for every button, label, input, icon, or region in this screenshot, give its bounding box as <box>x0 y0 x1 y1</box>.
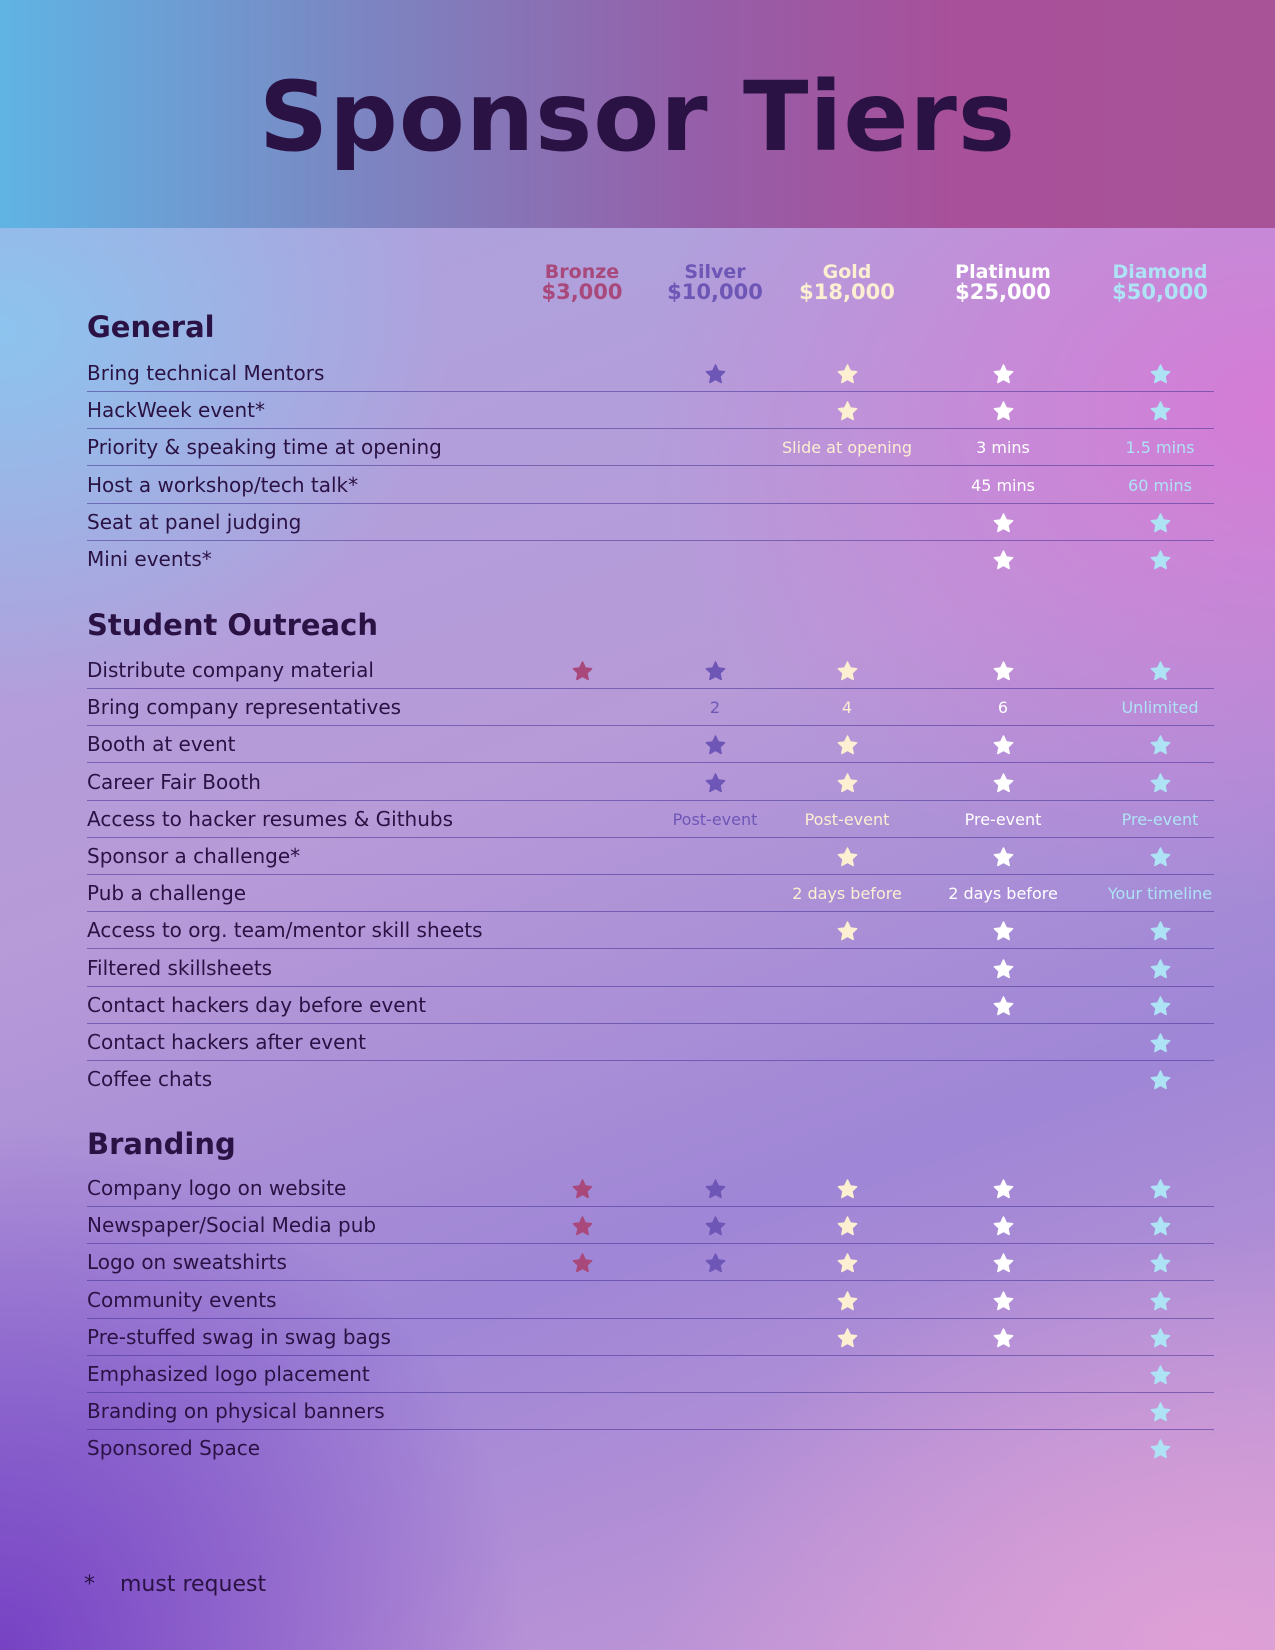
row-label: Contact hackers after event <box>87 1030 366 1054</box>
star-icon <box>1080 510 1240 536</box>
tier-header-bronze <box>507 262 657 302</box>
cell-value: 3 mins <box>976 438 1030 458</box>
row-label: Sponsored Space <box>87 1436 261 1461</box>
table-row <box>87 689 1214 726</box>
table-row <box>87 838 1214 875</box>
table-row <box>87 912 1214 949</box>
star-icon <box>923 732 1083 758</box>
table-row <box>87 504 1214 541</box>
star-icon <box>1080 1067 1240 1093</box>
row-label: Community events <box>87 1287 277 1312</box>
cell-value: Post-event <box>804 809 890 829</box>
table-row <box>87 950 1214 987</box>
row-label: Newspaper/Social Media pub <box>87 1213 377 1238</box>
table-row <box>87 467 1214 504</box>
cell-value: Unlimited <box>1121 698 1199 718</box>
star-icon <box>923 993 1083 1019</box>
star-icon <box>1080 1362 1240 1388</box>
row-label: Pub a challenge <box>87 881 247 906</box>
star-icon <box>1080 844 1240 870</box>
table-row <box>87 355 1214 392</box>
star-icon <box>767 1176 927 1202</box>
star-icon <box>767 398 927 424</box>
row-label: Mini events* <box>87 547 212 571</box>
tier-name: Platinum <box>955 261 1051 283</box>
star-icon <box>923 398 1083 424</box>
star-icon <box>1080 1213 1240 1239</box>
tier-name: Gold <box>822 261 872 283</box>
star-icon <box>1080 1399 1240 1425</box>
star-icon <box>767 1250 927 1276</box>
cell-value: Slide at opening <box>782 438 912 458</box>
row-label: Host a workshop/tech talk* <box>87 472 359 497</box>
cell-value: 2 <box>709 698 721 718</box>
section-title: Student Outreach <box>87 608 378 642</box>
table-row <box>87 1356 1214 1393</box>
star-icon <box>1080 398 1240 424</box>
star-icon <box>767 844 927 870</box>
table-row <box>87 392 1214 429</box>
footnote-text: must request <box>120 1572 267 1597</box>
star-icon <box>923 510 1083 536</box>
row-label: Company logo on website <box>87 1176 347 1200</box>
footnote-mark: * <box>84 1572 95 1597</box>
row-label: Access to org. team/mentor skill sheets <box>87 918 483 943</box>
table-row <box>87 429 1214 466</box>
table-row <box>87 541 1214 577</box>
star-icon <box>767 770 927 796</box>
tier-name: Silver <box>684 261 746 283</box>
star-icon <box>923 918 1083 944</box>
row-label: Pre-stuffed swag in swag bags <box>87 1324 391 1349</box>
table-row <box>87 1207 1214 1244</box>
star-icon <box>923 361 1083 387</box>
star-icon <box>767 1288 927 1314</box>
table-row <box>87 1170 1214 1207</box>
row-label: Emphasized logo placement <box>87 1362 370 1386</box>
star-icon <box>1080 1176 1240 1202</box>
star-icon <box>923 1288 1083 1314</box>
star-icon <box>1080 1250 1240 1276</box>
star-icon <box>923 770 1083 796</box>
cell-value: Pre-event <box>964 809 1042 829</box>
row-label: Priority & speaking time at opening <box>87 435 442 460</box>
tier-price: $3,000 <box>541 280 623 304</box>
table-row <box>87 1393 1214 1430</box>
table-row <box>87 1319 1214 1356</box>
star-icon <box>923 1325 1083 1351</box>
row-label: Distribute company material <box>87 658 374 682</box>
cell-value: 4 <box>841 698 853 718</box>
table-row <box>87 1282 1214 1319</box>
tier-price: $50,000 <box>1112 280 1208 304</box>
cell-value: 60 mins <box>1128 475 1192 495</box>
star-icon <box>1080 993 1240 1019</box>
row-label: Bring technical Mentors <box>87 361 325 385</box>
section-title: Branding <box>87 1127 236 1161</box>
star-icon <box>923 658 1083 684</box>
table-row <box>87 726 1214 763</box>
table-row <box>87 1061 1214 1097</box>
tier-header-gold <box>772 262 922 302</box>
cell-value: Your timeline <box>1107 884 1213 904</box>
star-icon <box>1080 1325 1240 1351</box>
tier-header-diamond <box>1085 262 1235 302</box>
cell-value: Pre-event <box>1121 809 1199 829</box>
page-title: Sponsor Tiers <box>259 61 1016 173</box>
row-label: Filtered skillsheets <box>87 955 273 980</box>
star-icon <box>767 361 927 387</box>
table-row <box>87 652 1214 689</box>
row-label: Career Fair Booth <box>87 769 261 794</box>
cell-value: 6 <box>997 698 1009 718</box>
tier-price: $18,000 <box>799 280 895 304</box>
tier-price: $10,000 <box>667 280 763 304</box>
page-header <box>0 0 1275 228</box>
star-icon <box>1080 658 1240 684</box>
star-icon <box>923 1176 1083 1202</box>
star-icon <box>923 844 1083 870</box>
star-icon <box>923 547 1083 573</box>
table-row <box>87 987 1214 1024</box>
star-icon <box>1080 1288 1240 1314</box>
tier-name: Diamond <box>1112 261 1208 283</box>
star-icon <box>1080 547 1240 573</box>
table-row <box>87 801 1214 838</box>
star-icon <box>923 956 1083 982</box>
cell-value: 45 mins <box>971 475 1035 495</box>
tier-header-silver <box>640 262 790 302</box>
star-icon <box>1080 732 1240 758</box>
star-icon <box>767 658 927 684</box>
row-label: Booth at event <box>87 732 236 757</box>
star-icon <box>767 1325 927 1351</box>
star-icon <box>767 918 927 944</box>
star-icon <box>767 732 927 758</box>
row-label: Access to hacker resumes & Githubs <box>87 806 454 831</box>
star-icon <box>767 1213 927 1239</box>
row-label: Bring company representatives <box>87 695 402 720</box>
tier-name: Bronze <box>544 261 620 283</box>
tier-header-platinum <box>928 262 1078 302</box>
star-icon <box>1080 956 1240 982</box>
cell-value: 2 days before <box>948 884 1058 904</box>
row-label: Branding on physical banners <box>87 1399 385 1424</box>
table-row <box>87 1024 1214 1061</box>
section-title: General <box>87 310 215 344</box>
row-label: Seat at panel judging <box>87 509 302 534</box>
table-row <box>87 875 1214 912</box>
table-row <box>87 1430 1214 1466</box>
star-icon <box>1080 1030 1240 1056</box>
footnote <box>84 1572 266 1597</box>
row-label: Sponsor a challenge* <box>87 844 301 868</box>
cell-value: 2 days before <box>792 884 902 904</box>
table-row <box>87 1244 1214 1281</box>
star-icon <box>923 1213 1083 1239</box>
star-icon <box>1080 1436 1240 1462</box>
star-icon <box>923 1250 1083 1276</box>
row-label: Coffee chats <box>87 1067 213 1092</box>
cell-value: 1.5 mins <box>1125 438 1195 458</box>
table-row <box>87 764 1214 801</box>
row-label: Logo on sweatshirts <box>87 1250 287 1275</box>
star-icon <box>1080 770 1240 796</box>
row-label: HackWeek event* <box>87 398 265 423</box>
star-icon <box>1080 918 1240 944</box>
row-label: Contact hackers day before event <box>87 992 427 1017</box>
star-icon <box>1080 361 1240 387</box>
tier-price: $25,000 <box>955 280 1051 304</box>
cell-value: Post-event <box>672 809 758 829</box>
